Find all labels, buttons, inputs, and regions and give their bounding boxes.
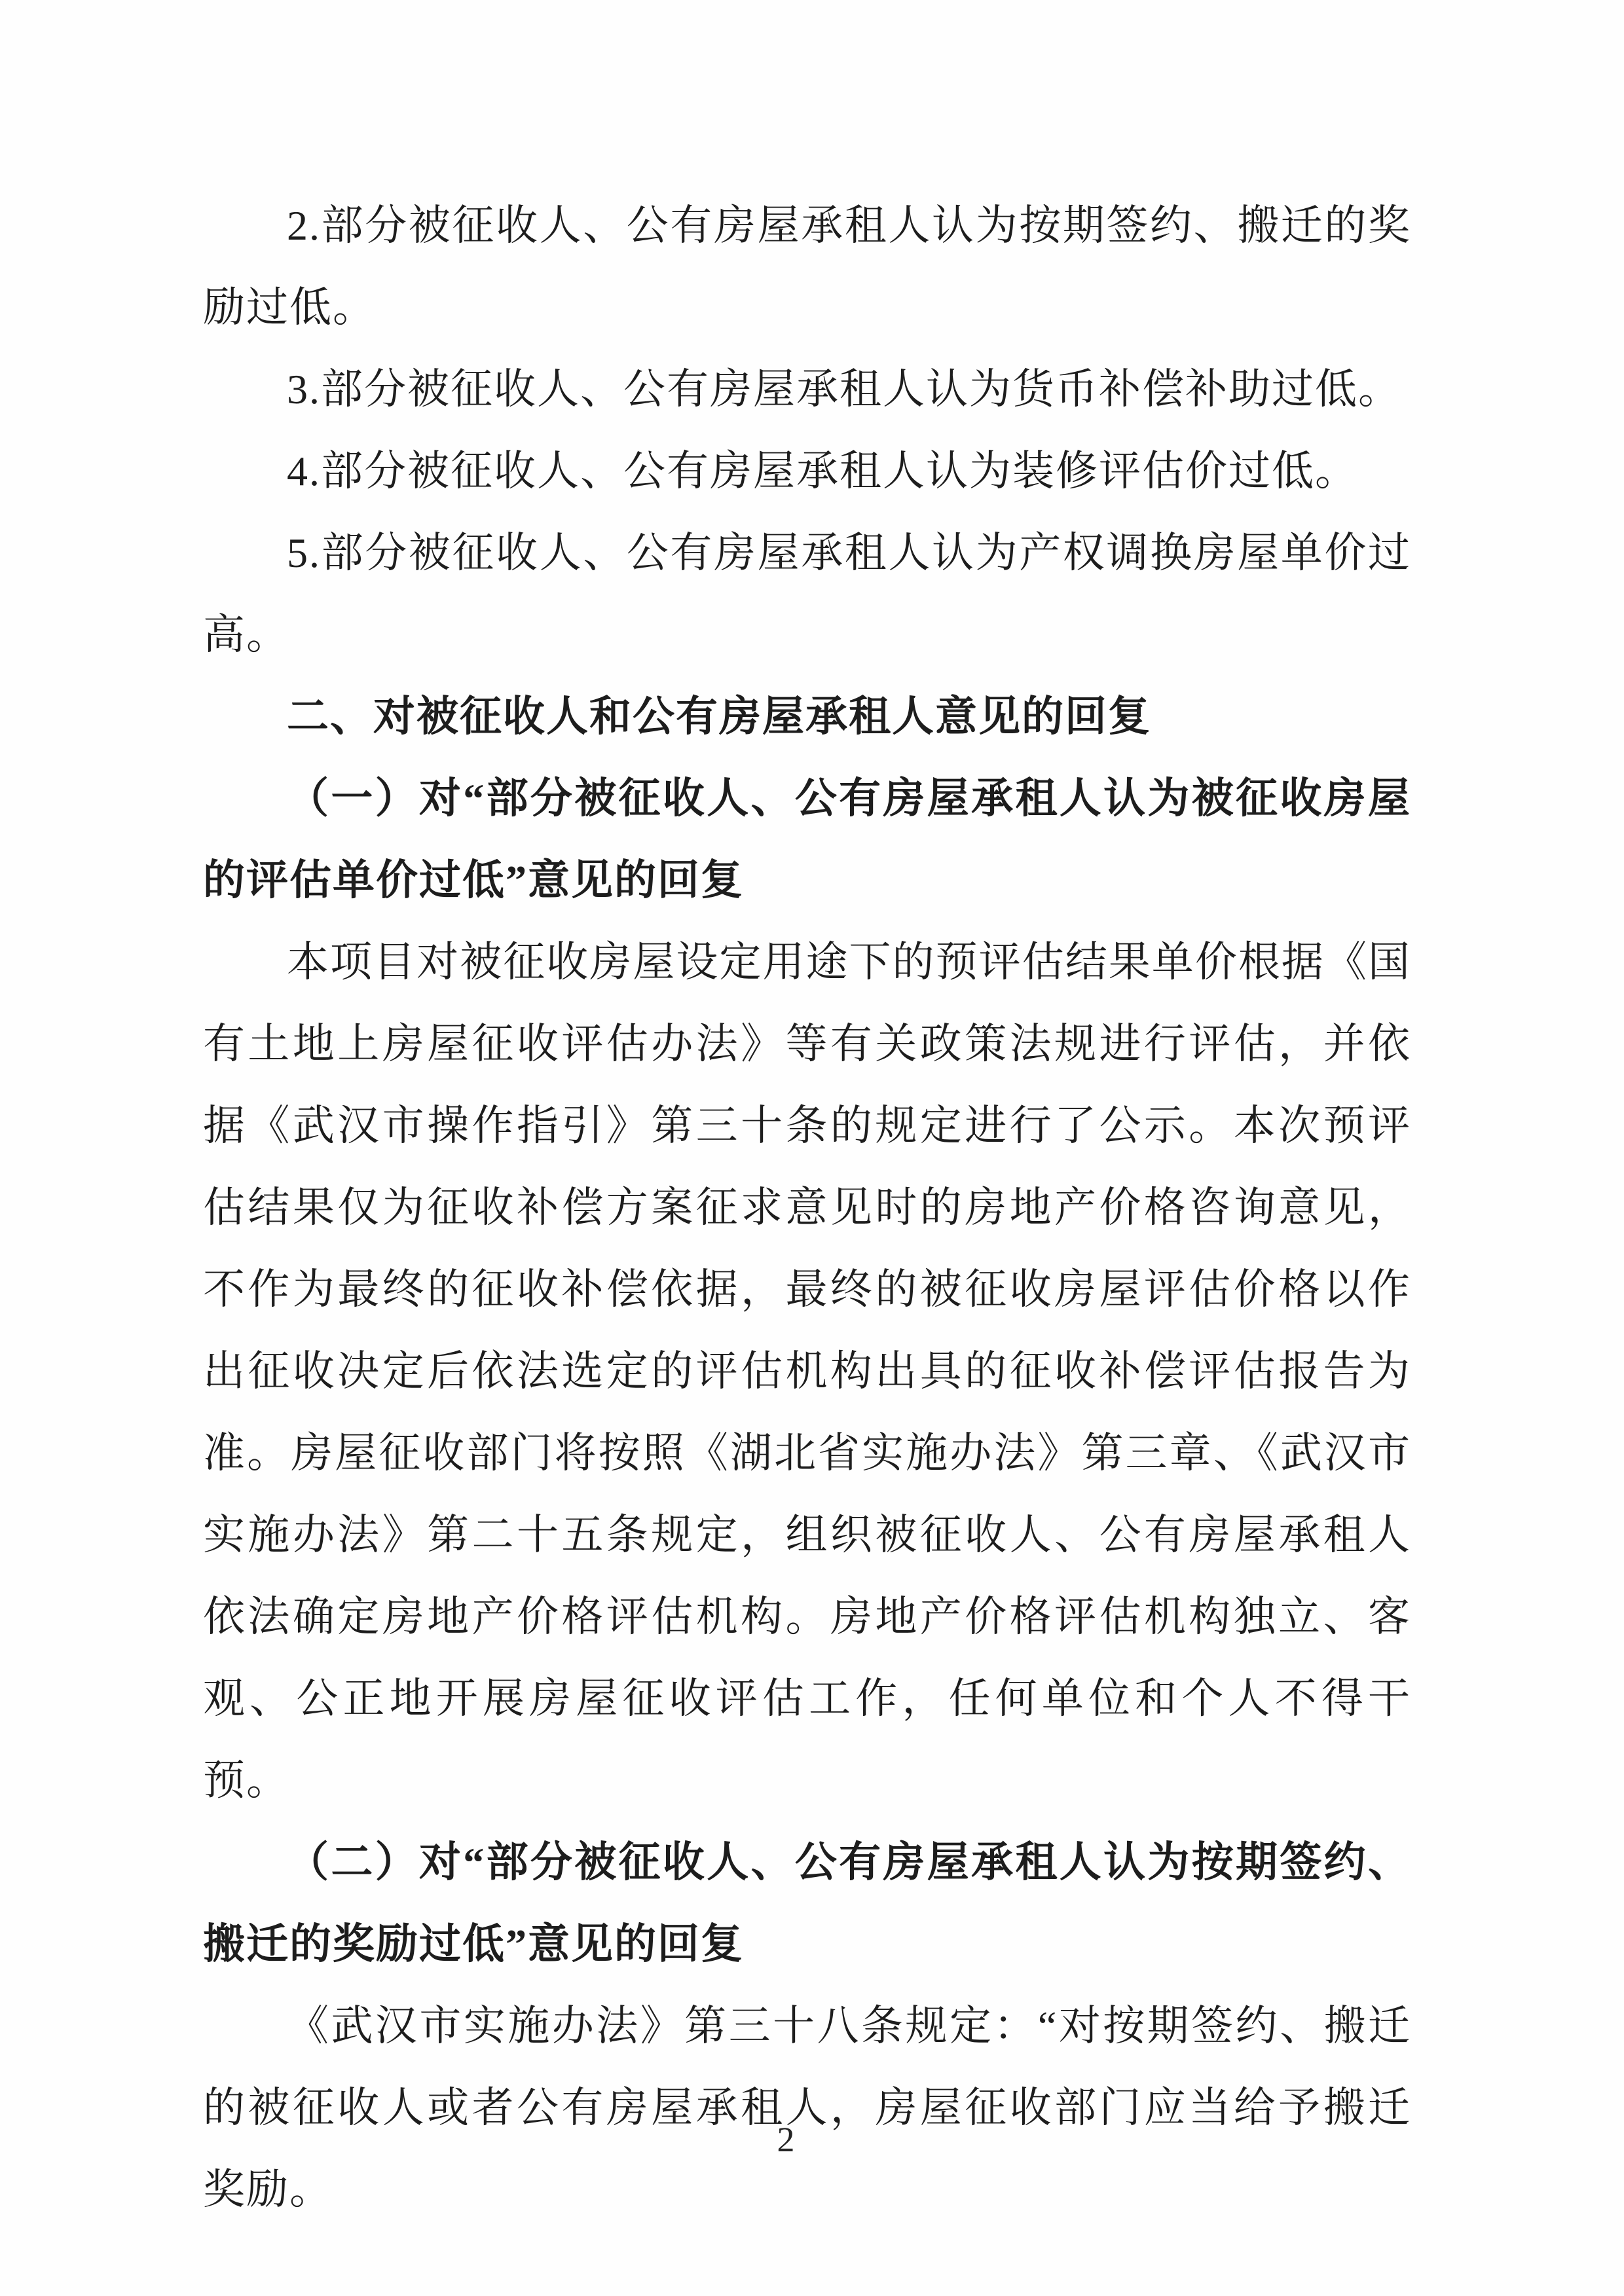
opinion-list-item-4: 4.部分被征收人、公有房屋承租人认为装修评估价过低。	[287, 448, 1358, 494]
section-heading: 二、对被征收人和公有房屋承租人意见的回复	[287, 693, 1151, 740]
opinion-list-item-5: 5.部分被征收人、公有房屋承租人认为产权调换房屋单价过高。	[203, 530, 1411, 658]
reply-paragraph-2: 《武汉市实施办法》第三十八条规定：“对按期签约、搬迁的被征收人或者公有房屋承租人，房屋征收部门应当给予搬迁奖励。	[203, 2003, 1411, 2213]
subsection-heading-1: （一）对“部分被征收人、公有房屋承租人认为被征收房屋的评估单价过低”意见的回复	[203, 775, 1411, 903]
opinion-list-item-2: 2.部分被征收人、公有房屋承租人认为按期签约、搬迁的奖励过低。	[203, 202, 1411, 331]
opinion-list-item-3: 3.部分被征收人、公有房屋承租人认为货币补偿补助过低。	[287, 366, 1401, 412]
document-body	[203, 185, 1411, 2231]
page-number: 2	[777, 2120, 795, 2159]
reply-paragraph-1: 本项目对被征收房屋设定用途下的预评估结果单价根据《国有土地上房屋征收评估办法》等有关政策法规进行评估，并依据《武汉市操作指引》第三十条的规定进行了公示。本次预评估结果仅为征收补偿方案征求意见时的房地产价格咨询意见，不作为最终的征收补偿依据，最终的被征收房屋评估价格以作出征收决定后依法选定的评估机构出具的征收补偿评估报告为准。房屋征收部门将按照《湖北省实施办法》第三章、《武汉市实施办法》第二十五条规定，组织被征收人、公有房屋承租人依法确定房地产价格评估机构。房地产价格评估机构独立、客观、公正地开展房屋征收评估工作，任何单位和个人不得干预。	[203, 939, 1411, 1804]
subsection-heading-2: （二）对“部分被征收人、公有房屋承租人认为按期签约、搬迁的奖励过低”意见的回复	[203, 1839, 1411, 1967]
